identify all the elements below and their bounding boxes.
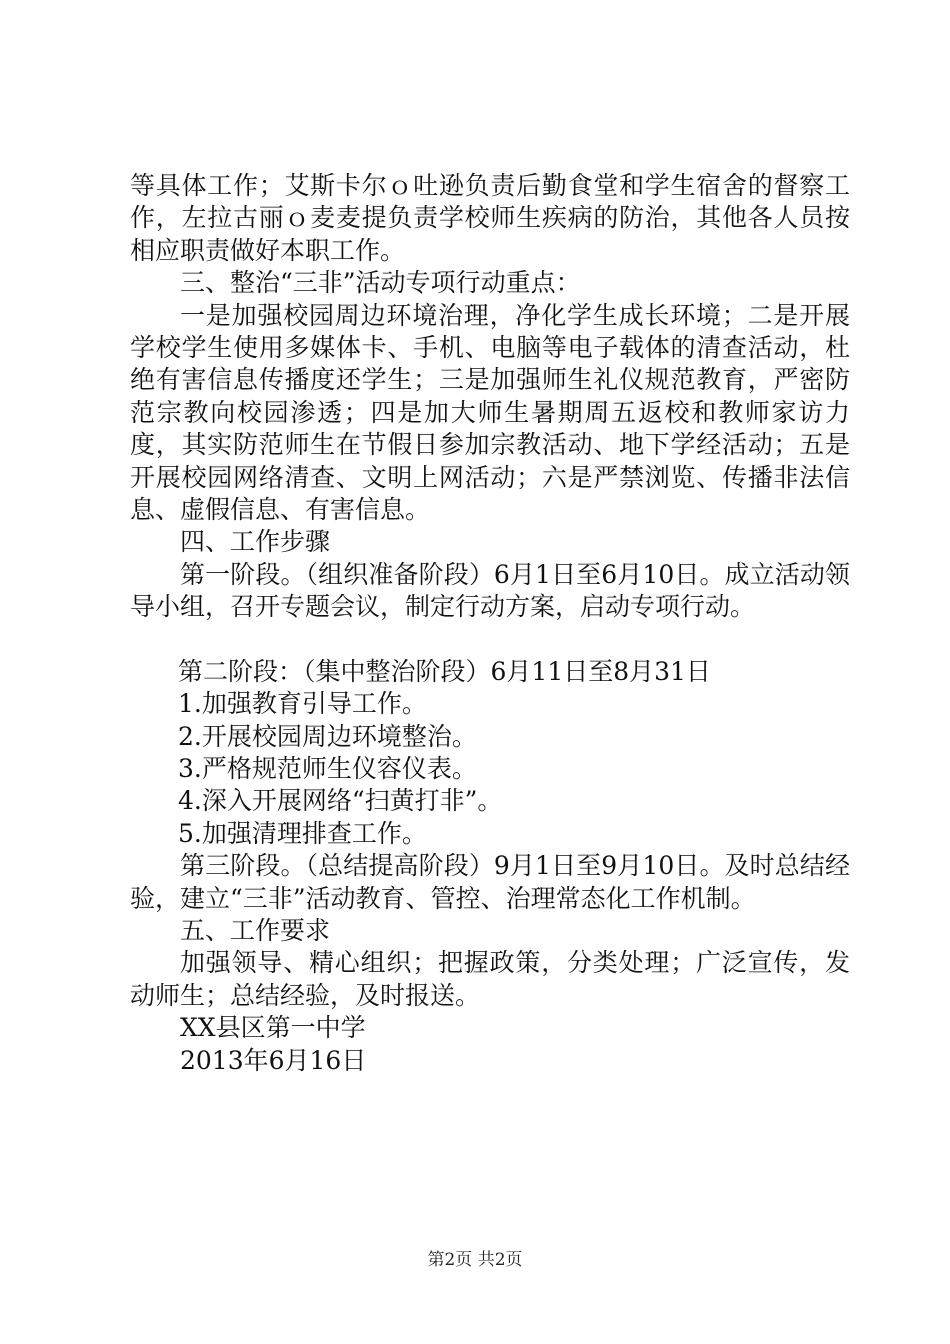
paragraph-stage-1: 第一阶段。（组织准备阶段）6月1日至6月10日。成立活动领导小组，召开专题会议，制定行动方案，启动专项行动。 (130, 559, 850, 622)
document-body (130, 170, 850, 1077)
list-item: 2.开展校园周边环境整治。 (178, 721, 477, 751)
paragraph-stage-2: 第二阶段：（集中整治阶段）6月11日至8月31日 (178, 656, 711, 686)
paragraph-stage-3: 第三阶段。（总结提高阶段）9月1日至9月10日。及时总结经验，建立“三非”活动教育、管控、治理常态化工作机制。 (130, 851, 850, 913)
page-number: 第2页 共2页 (427, 1250, 523, 1270)
heading-section-3: 三、整治“三非”活动专项行动重点： (180, 268, 581, 298)
list-item: 4.深入开展网络“扫黄打非”。 (178, 786, 503, 816)
paragraph-key-actions: 一是加强校园周边环境治理，净化学生成长环境；二是开展学校学生使用多媒体卡、手机、电脑等电子载体的清查活动，杜绝有害信息传播度还学生；三是加强师生礼仪规范教育，严密防范宗教向校园渗透；四是加大师生暑期周五返校和教师家访力度，其实防范师生在节假日参加宗教活动、地下学经活动；五是开展校园网络清查、文明上网活动；六是严禁浏览、传播非法信息、虚假信息、有害信息。 (130, 300, 850, 525)
signature-date: 2013年6月16日 (180, 1045, 367, 1075)
list-item: 1.加强教育引导工作。 (178, 689, 427, 719)
blank-line (130, 624, 850, 656)
list-item: 5.加强清理排查工作。 (178, 818, 427, 848)
list-item: 3.严格规范师生仪容仪表。 (178, 753, 477, 783)
heading-section-5: 五、工作要求 (180, 915, 331, 945)
paragraph-responsibilities: 等具体工作；艾斯卡尔ｏ吐逊负责后勤食堂和学生宿舍的督察工作，左拉古丽ｏ麦麦提负责学校师生疾病的防治，其他各人员按相应职责做好本职工作。 (130, 171, 850, 265)
heading-section-4: 四、工作步骤 (180, 527, 331, 557)
signature-organization: XX县区第一中学 (180, 1013, 366, 1043)
paragraph-requirements: 加强领导、精心组织；把握政策，分类处理；广泛宣传，发动师生；总结经验，及时报送。 (130, 948, 850, 1010)
